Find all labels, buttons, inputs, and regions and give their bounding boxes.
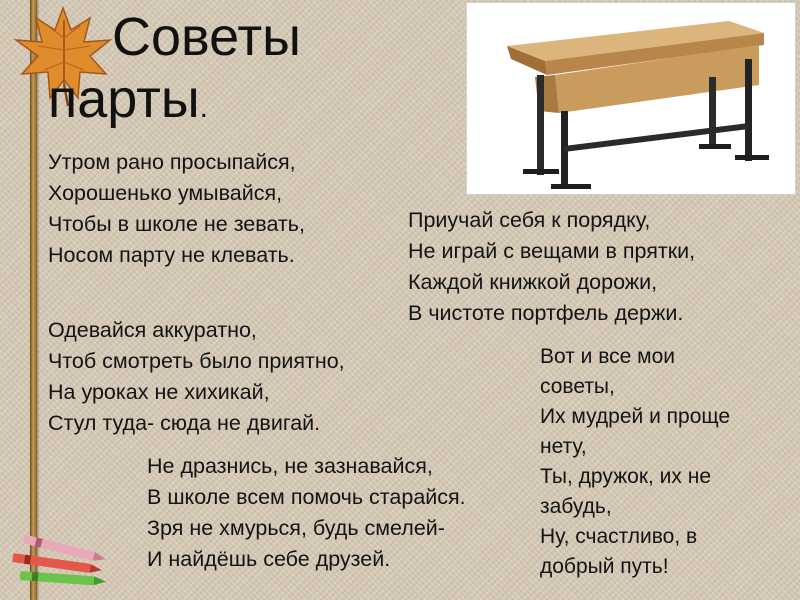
verse-line: Стул туда- сюда не двигай. [48, 411, 321, 435]
verse-line: нету, [540, 435, 587, 458]
verse-line: советы, [540, 375, 615, 398]
slide-title [48, 6, 301, 139]
verse-line: Чтобы в школе не зевать, [48, 212, 305, 236]
verse-line: Их мудрей и проще [540, 405, 731, 428]
verse-1 [48, 147, 305, 271]
verse-line: Зря не хмурься, будь смелей- [147, 516, 445, 540]
verse-line: В чистоте портфель держи. [408, 301, 684, 325]
verse-line: Приучай себя к порядку, [408, 208, 651, 232]
title-period: . [199, 91, 209, 124]
verse-line: Чтоб смотреть было приятно, [48, 349, 345, 373]
verse-line: Ты, дружок, их не [540, 465, 712, 488]
verse-line: Не играй с вещами в прятки, [408, 239, 696, 263]
verse-line: Утром рано просыпайся, [48, 150, 296, 174]
crayons-icon [2, 532, 132, 592]
verse-2 [408, 205, 695, 329]
verse-line: На уроках не хихикай, [48, 380, 270, 404]
verse-line: добрый путь! [540, 555, 669, 578]
title-line-1: Советы [112, 7, 301, 67]
verse-3 [48, 315, 345, 439]
title-line-2 [48, 69, 208, 129]
verse-line: Не дразнись, не зазнавайся, [147, 454, 433, 478]
verse-4 [540, 342, 730, 582]
verse-line: забудь, [540, 495, 612, 518]
title-word: парты [48, 69, 200, 129]
verse-line: Хорошенько умывайся, [48, 181, 283, 205]
verse-line: В школе всем помочь старайся. [147, 485, 466, 509]
school-desk-illustration [467, 3, 795, 194]
verse-line: Вот и все мои [540, 345, 676, 368]
verse-line: Носом парту не клевать. [48, 243, 295, 267]
school-desk-image [466, 2, 796, 195]
verse-line: Ну, счастливо, в [540, 525, 698, 548]
verse-5 [147, 451, 466, 575]
verse-line: Одевайся аккуратно, [48, 318, 257, 342]
verse-line: Каждой книжкой дорожи, [408, 270, 658, 294]
verse-line: И найдёшь себе друзей. [147, 547, 391, 571]
